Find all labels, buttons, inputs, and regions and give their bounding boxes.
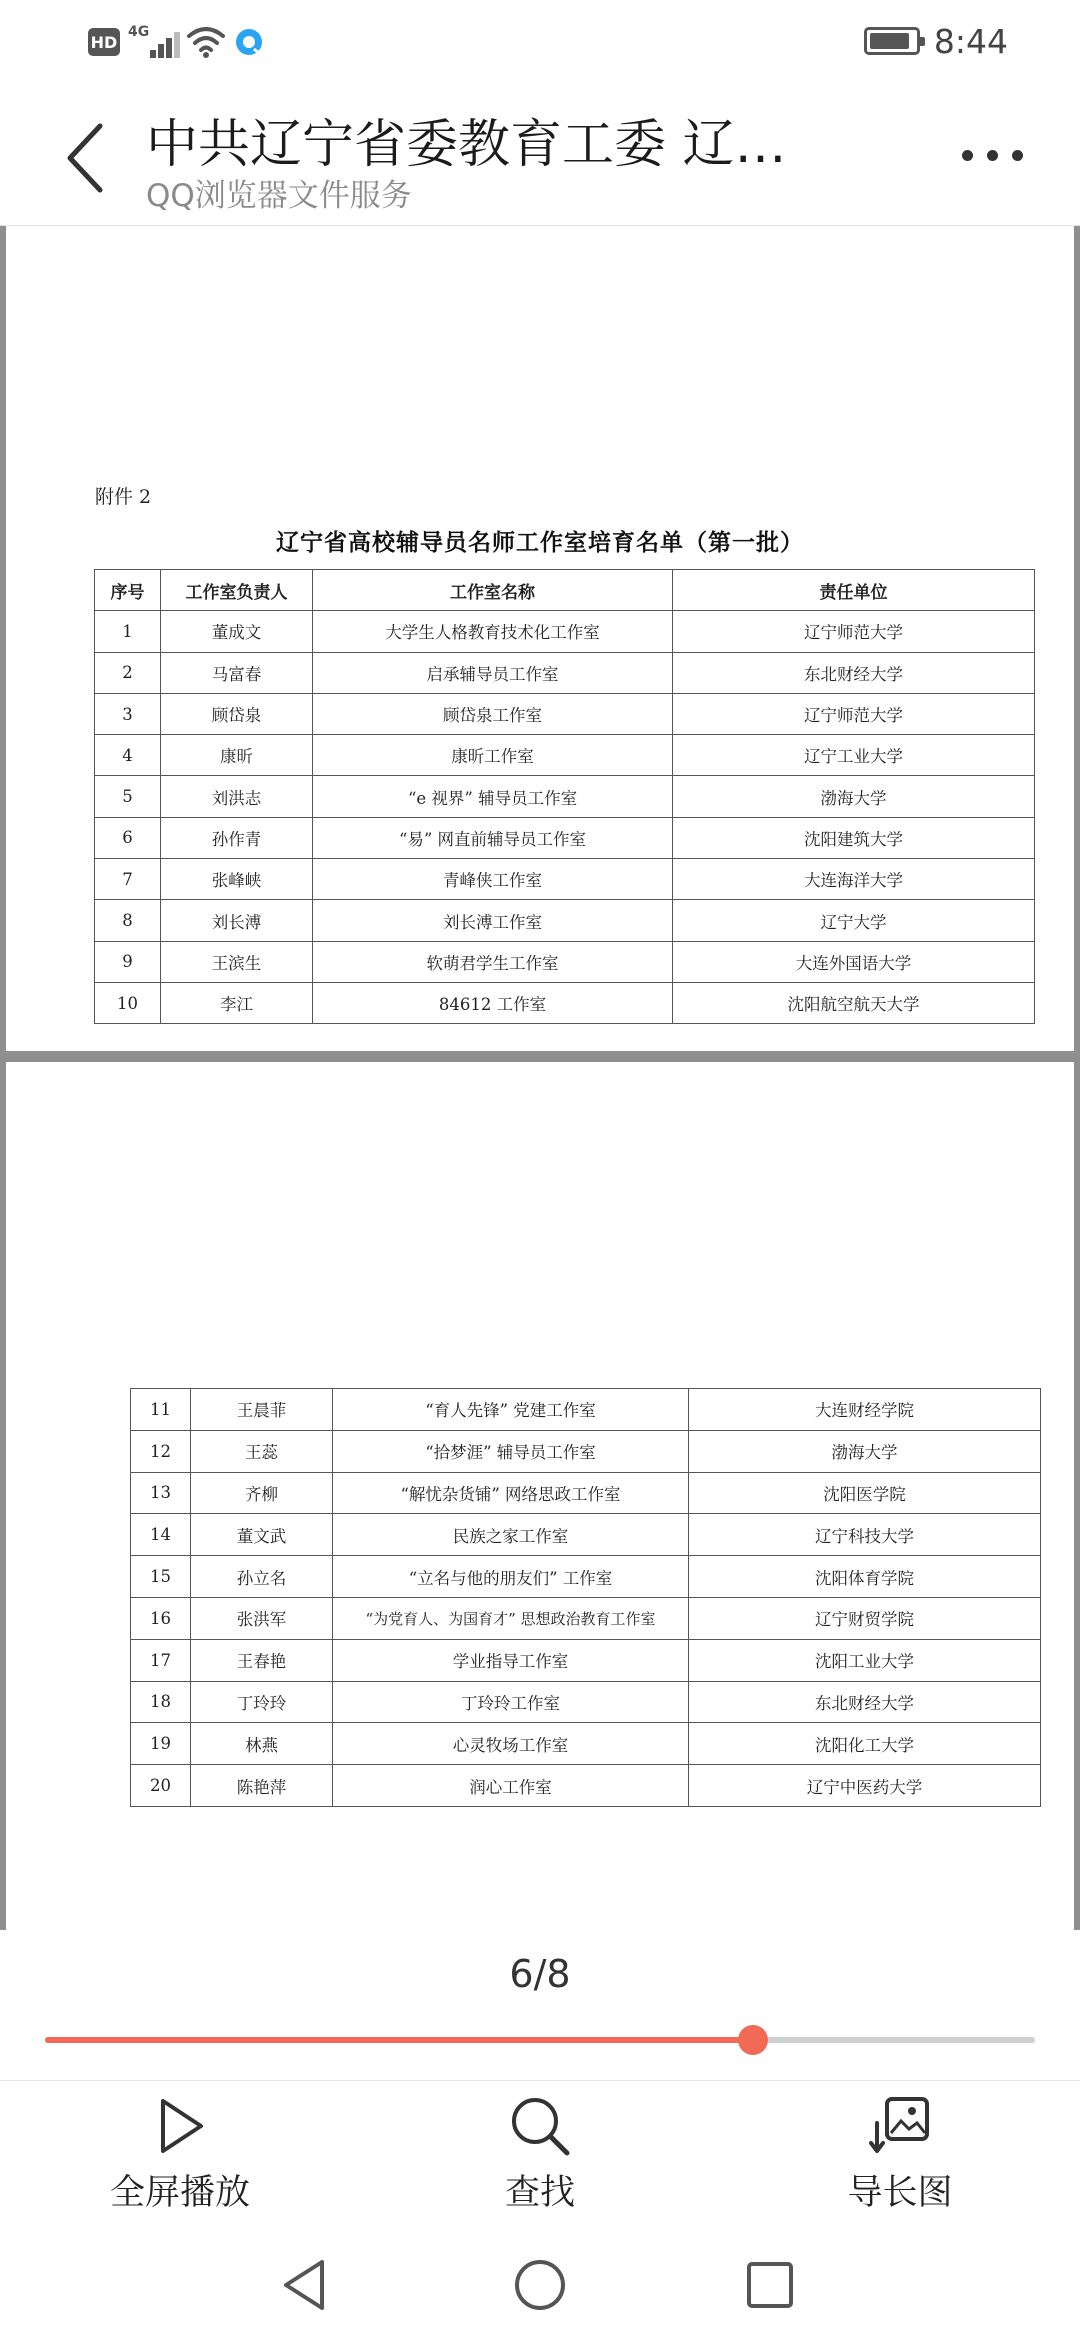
- signal-icon: [128, 24, 178, 60]
- row-number: 12: [131, 1430, 191, 1472]
- studio-leader: 王晨菲: [191, 1389, 333, 1431]
- studio-name: 民族之家工作室: [333, 1514, 689, 1556]
- table-row: [95, 941, 1035, 982]
- table-row: [131, 1430, 1041, 1472]
- responsible-unit: 沈阳建筑大学: [673, 817, 1035, 858]
- studio-name: 84612 工作室: [313, 982, 673, 1023]
- document-title: 辽宁省高校辅导员名师工作室培育名单（第一批）: [276, 529, 804, 556]
- attachment-label: 附件 2: [95, 486, 152, 508]
- responsible-unit: 辽宁科技大学: [689, 1514, 1041, 1556]
- status-bar: [0, 0, 1080, 80]
- studio-name: “拾梦涯” 辅导员工作室: [333, 1430, 689, 1472]
- responsible-unit: 沈阳化工大学: [689, 1723, 1041, 1765]
- system-nav-bar: [0, 2230, 1080, 2340]
- app-header: [0, 80, 1080, 226]
- clock: 8:44: [933, 21, 1008, 61]
- wifi-icon: [186, 24, 226, 60]
- table-row: [95, 693, 1035, 734]
- responsible-unit: 辽宁师范大学: [673, 611, 1035, 652]
- row-number: 17: [131, 1639, 191, 1681]
- more-options-button[interactable]: [954, 140, 1030, 170]
- table-row: [131, 1556, 1041, 1598]
- page-slider-fill: [45, 2037, 753, 2043]
- hd-badge: HD: [88, 28, 120, 56]
- studio-name: 启承辅导员工作室: [313, 652, 673, 693]
- table-body: [95, 611, 1035, 1024]
- row-number: 6: [95, 817, 161, 858]
- studio-leader: 康昕: [161, 735, 313, 776]
- page-number: 6/8: [509, 1952, 571, 1996]
- table-row: [95, 611, 1035, 652]
- responsible-unit: 沈阳体育学院: [689, 1556, 1041, 1598]
- qq-browser-notification-icon: [234, 27, 264, 57]
- nav-back-icon[interactable]: [272, 2250, 342, 2320]
- page-subtitle: QQ浏览器文件服务: [146, 178, 412, 214]
- studio-name: “育人先锋” 党建工作室: [333, 1389, 689, 1431]
- studio-name: “为党育人、为国育才” 思想政治教育工作室: [333, 1597, 689, 1639]
- roster-table-continued: [130, 1388, 1041, 1807]
- studio-name: 刘长溥工作室: [313, 900, 673, 941]
- studio-leader: 张洪军: [191, 1597, 333, 1639]
- dot-icon: [962, 150, 973, 161]
- nav-recent-apps-icon[interactable]: [735, 2250, 805, 2320]
- battery-icon: [864, 27, 920, 55]
- studio-leader: 刘长溥: [161, 900, 313, 941]
- studio-leader: 林燕: [191, 1723, 333, 1765]
- studio-name: 康昕工作室: [313, 735, 673, 776]
- responsible-unit: 大连财经学院: [689, 1389, 1041, 1431]
- table-row: [95, 776, 1035, 817]
- table-row: [95, 859, 1035, 900]
- status-left: [88, 22, 264, 62]
- row-number: 9: [95, 941, 161, 982]
- chevron-left-icon: [70, 126, 100, 190]
- row-number: 14: [131, 1514, 191, 1556]
- status-right: [864, 18, 1008, 64]
- studio-name: “立名与他的朋友们” 工作室: [333, 1556, 689, 1598]
- responsible-unit: 渤海大学: [673, 776, 1035, 817]
- battery-fill: [870, 33, 909, 49]
- nav-home-icon[interactable]: [505, 2250, 575, 2320]
- studio-leader: 董文武: [191, 1514, 333, 1556]
- studio-name: 大学生人格教育技术化工作室: [313, 611, 673, 652]
- table-row: [131, 1765, 1041, 1807]
- responsible-unit: 辽宁中医药大学: [689, 1765, 1041, 1807]
- responsible-unit: 东北财经大学: [673, 652, 1035, 693]
- row-number: 1: [95, 611, 161, 652]
- studio-name: 心灵牧场工作室: [333, 1723, 689, 1765]
- page-slider[interactable]: [45, 2037, 1035, 2043]
- fullscreen-play-label: 全屏播放: [109, 2173, 250, 2213]
- table-row: [131, 1597, 1041, 1639]
- studio-leader: 马富春: [161, 652, 313, 693]
- studio-leader: 王滨生: [161, 941, 313, 982]
- table-row: [95, 652, 1035, 693]
- row-number: 4: [95, 735, 161, 776]
- responsible-unit: 东北财经大学: [689, 1681, 1041, 1723]
- studio-leader: 顾岱泉: [161, 693, 313, 734]
- responsible-unit: 沈阳工业大学: [689, 1639, 1041, 1681]
- table-row: [131, 1389, 1041, 1431]
- responsible-unit: 辽宁工业大学: [673, 735, 1035, 776]
- row-number: 20: [131, 1765, 191, 1807]
- studio-name: 学业指导工作室: [333, 1639, 689, 1681]
- page-slider-thumb[interactable]: [738, 2025, 768, 2055]
- table-row: [131, 1514, 1041, 1556]
- responsible-unit: 沈阳航空航天大学: [673, 982, 1035, 1023]
- row-number: 18: [131, 1681, 191, 1723]
- dot-icon: [1012, 150, 1023, 161]
- table-header-row: [95, 570, 1035, 611]
- play-icon: [147, 2093, 213, 2159]
- responsible-unit: 辽宁师范大学: [673, 693, 1035, 734]
- studio-leader: 王蕊: [191, 1430, 333, 1472]
- dot-icon: [987, 150, 998, 161]
- studio-leader: 王春艳: [191, 1639, 333, 1681]
- long-image-label: 导长图: [847, 2173, 953, 2213]
- network-type: 4G: [128, 24, 150, 40]
- studio-name: 丁玲玲工作室: [333, 1681, 689, 1723]
- table-row: [95, 735, 1035, 776]
- studio-leader: 孙立名: [191, 1556, 333, 1598]
- responsible-unit: 大连海洋大学: [673, 859, 1035, 900]
- responsible-unit: 渤海大学: [689, 1430, 1041, 1472]
- long-image-icon: [867, 2093, 933, 2159]
- row-number: 13: [131, 1472, 191, 1514]
- row-number: 15: [131, 1556, 191, 1598]
- row-number: 7: [95, 859, 161, 900]
- table-row: [95, 900, 1035, 941]
- studio-leader: 李江: [161, 982, 313, 1023]
- page-title: 中共辽宁省委教育工委 辽…: [146, 115, 787, 175]
- find-label: 查找: [504, 2173, 575, 2213]
- table-body: [131, 1389, 1041, 1807]
- row-number: 10: [95, 982, 161, 1023]
- find-button[interactable]: [440, 2093, 640, 2223]
- column-header: 工作室名称: [313, 570, 673, 611]
- table-row: [95, 982, 1035, 1023]
- export-long-image-button[interactable]: [800, 2093, 1000, 2223]
- row-number: 2: [95, 652, 161, 693]
- search-icon: [507, 2093, 573, 2159]
- column-header: 工作室负责人: [161, 570, 313, 611]
- studio-leader: 陈艳萍: [191, 1765, 333, 1807]
- studio-name: 软萌君学生工作室: [313, 941, 673, 982]
- table-row: [131, 1723, 1041, 1765]
- responsible-unit: 沈阳医学院: [689, 1472, 1041, 1514]
- row-number: 11: [131, 1389, 191, 1431]
- bottom-toolbar: [0, 2080, 1080, 2230]
- roster-table: [94, 569, 1035, 1024]
- responsible-unit: 辽宁大学: [673, 900, 1035, 941]
- studio-name: 润心工作室: [333, 1765, 689, 1807]
- row-number: 8: [95, 900, 161, 941]
- column-header: 序号: [95, 570, 161, 611]
- column-header: 责任单位: [673, 570, 1035, 611]
- page-indicator: [0, 1930, 1080, 2080]
- responsible-unit: 大连外国语大学: [673, 941, 1035, 982]
- back-button[interactable]: [58, 118, 118, 198]
- table-row: [95, 817, 1035, 858]
- studio-name: 顾岱泉工作室: [313, 693, 673, 734]
- studio-name: 青峰侠工作室: [313, 859, 673, 900]
- studio-leader: 孙作青: [161, 817, 313, 858]
- table-row: [131, 1681, 1041, 1723]
- fullscreen-play-button[interactable]: [80, 2093, 280, 2223]
- document-page-current: [6, 298, 1074, 1051]
- document-viewer[interactable]: [0, 226, 1080, 1930]
- studio-leader: 张峰峡: [161, 859, 313, 900]
- studio-leader: 丁玲玲: [191, 1681, 333, 1723]
- row-number: 19: [131, 1723, 191, 1765]
- studio-leader: 刘洪志: [161, 776, 313, 817]
- table-row: [131, 1639, 1041, 1681]
- row-number: 3: [95, 693, 161, 734]
- table-row: [131, 1472, 1041, 1514]
- studio-name: “解忧杂货铺” 网络思政工作室: [333, 1472, 689, 1514]
- studio-name: “e 视界” 辅导员工作室: [313, 776, 673, 817]
- row-number: 5: [95, 776, 161, 817]
- studio-leader: 董成文: [161, 611, 313, 652]
- studio-name: “易” 网直前辅导员工作室: [313, 817, 673, 858]
- responsible-unit: 辽宁财贸学院: [689, 1597, 1041, 1639]
- studio-leader: 齐柳: [191, 1472, 333, 1514]
- row-number: 16: [131, 1597, 191, 1639]
- document-page-next: [6, 1062, 1074, 1930]
